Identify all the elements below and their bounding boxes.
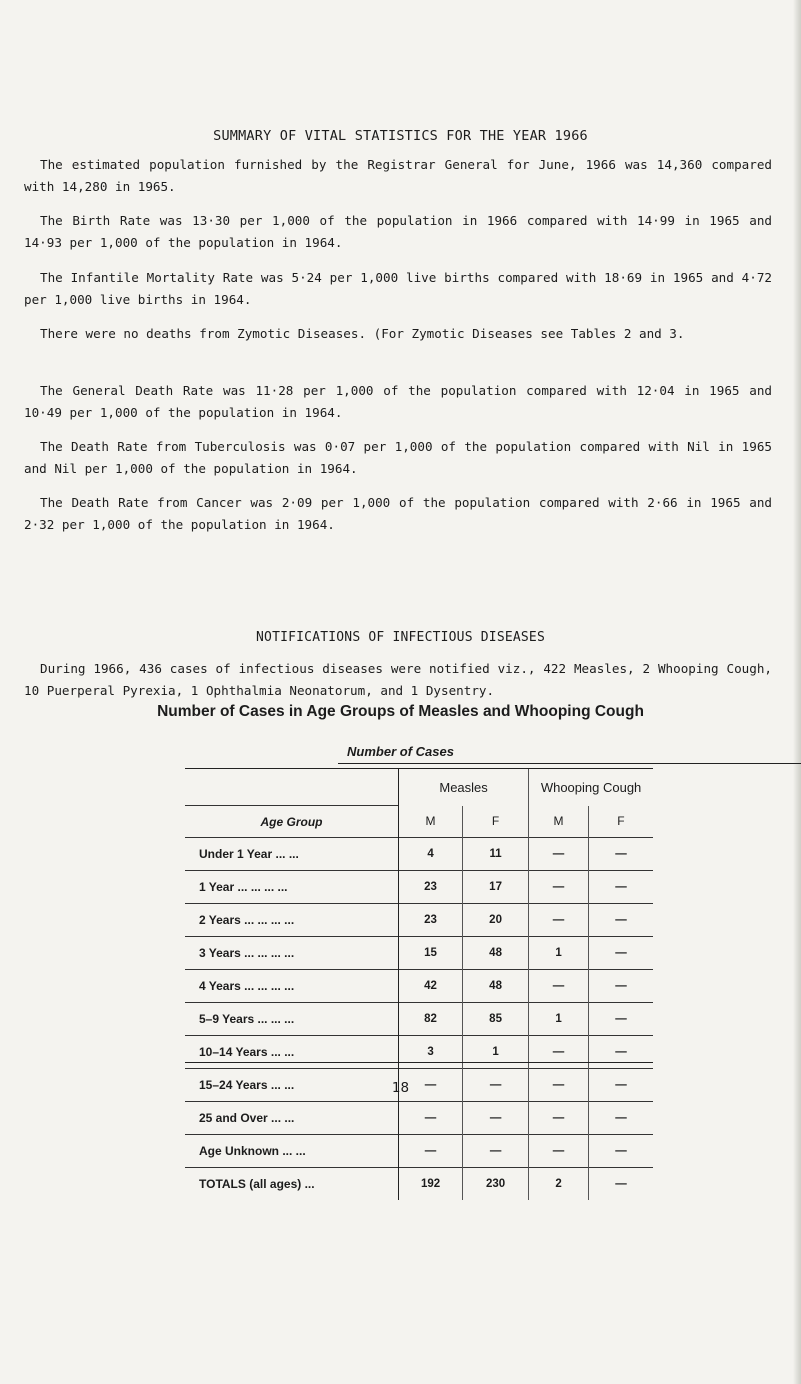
whooping-m-cell: — — [529, 1036, 589, 1069]
age-group-cell: 2 Years ... ... ... ... — [185, 904, 399, 937]
whooping-m-cell: — — [529, 1102, 589, 1135]
age-group-cell: 15–24 Years ... ... — [185, 1069, 399, 1102]
page-edge-shadow — [793, 0, 801, 1384]
whooping-f-cell: — — [588, 1135, 653, 1168]
measles-f-cell: 20 — [463, 904, 529, 937]
paragraph-tuberculosis: The Death Rate from Tuberculosis was 0·07 per 1,000 of the population compared with Nil in 1965 and Nil per 1,000 of the population in 1964. — [24, 439, 772, 476]
measles-m-cell: 42 — [399, 970, 463, 1003]
whooping-cough-header: Whooping Cough — [529, 769, 653, 806]
whooping-m-cell: — — [529, 838, 589, 871]
whooping-m-cell: — — [529, 1135, 589, 1168]
measles-m-cell: 23 — [399, 904, 463, 937]
whooping-m-cell: — — [529, 970, 589, 1003]
table-row — [185, 937, 653, 970]
measles-m-header: M — [425, 814, 436, 829]
paragraph-general-death-rate: The General Death Rate was 11·28 per 1,000 of the population compared with 12·04 in 1965 and 10·49 per 1,000 of the population in 1964. — [24, 383, 772, 420]
totals-row — [185, 1168, 653, 1201]
whooping-m-cell: — — [529, 871, 589, 904]
measles-m-cell: — — [399, 1102, 463, 1135]
summary-title: SUMMARY OF VITAL STATISTICS FOR THE YEAR 1966 — [213, 128, 588, 144]
whooping-f-cell: — — [588, 937, 653, 970]
whooping-m-header: M — [529, 806, 589, 838]
table-bottom-rule — [185, 1062, 653, 1063]
age-group-cell: 4 Years ... ... ... ... — [185, 970, 399, 1003]
paragraph-birth-rate: The Birth Rate was 13·30 per 1,000 of the population in 1966 compared with 14·99 in 1965 and 14·93 per 1,000 of the population in 1964. — [24, 213, 772, 250]
number-of-cases-header: Number of Cases — [347, 744, 454, 759]
measles-m-cell: — — [399, 1135, 463, 1168]
whooping-m-cell: — — [529, 1069, 589, 1102]
measles-m-cell: — — [399, 1069, 463, 1102]
whooping-m-cell: — — [529, 904, 589, 937]
age-header-blank — [185, 769, 399, 806]
measles-f-cell: 11 — [463, 838, 529, 871]
page-number: 18 — [391, 1080, 410, 1096]
measles-f-cell: — — [463, 1102, 529, 1135]
cases-table — [185, 769, 653, 1200]
age-group-cell: 25 and Over ... ... — [185, 1102, 399, 1135]
age-group-cell: 10–14 Years ... ... — [185, 1036, 399, 1069]
whooping-m-cell: 1 — [529, 1003, 589, 1036]
measles-m-cell: 23 — [399, 871, 463, 904]
measles-f-cell: — — [463, 1135, 529, 1168]
measles-f-cell: 48 — [463, 937, 529, 970]
whooping-f-cell: — — [588, 1102, 653, 1135]
table-body — [185, 838, 653, 1168]
age-group-cell: 1 Year ... ... ... ... — [185, 871, 399, 904]
header-rule — [338, 763, 801, 764]
measles-m-cell: 82 — [399, 1003, 463, 1036]
table-group-header-row — [185, 769, 653, 806]
paragraph-zymotic: There were no deaths from Zymotic Diseases. (For Zymotic Diseases see Tables 2 and 3. — [40, 326, 685, 341]
notifications-paragraph: During 1966, 436 cases of infectious diseases were notified viz., 422 Measles, 2 Whooping Cough, 10 Puerperal Pyrexia, 1 Ophthalmia Neonatorum, and 1 Dysentry. — [24, 661, 772, 698]
measles-f-cell: 1 — [463, 1036, 529, 1069]
age-group-cell: 5–9 Years ... ... ... — [185, 1003, 399, 1036]
whooping-f-cell: — — [588, 1003, 653, 1036]
paragraph-infantile-mortality: The Infantile Mortality Rate was 5·24 per 1,000 live births compared with 18·69 in 1965 and 4·72 per 1,000 live births in 1964. — [24, 270, 772, 307]
whooping-f-cell: — — [588, 1069, 653, 1102]
measles-m-cell: 15 — [399, 937, 463, 970]
whooping-f-cell: — — [588, 838, 653, 871]
totals-whooping-f: — — [588, 1168, 653, 1201]
measles-f-cell: 17 — [463, 871, 529, 904]
age-group-cell: Under 1 Year ... ... — [185, 838, 399, 871]
measles-f-cell: — — [463, 1069, 529, 1102]
paragraph-population: The estimated population furnished by the Registrar General for June, 1966 was 14,360 compared with 14,280 in 1965. — [24, 157, 772, 194]
age-group-header: Age Group — [185, 806, 399, 838]
table-row — [185, 871, 653, 904]
totals-whooping-m: 2 — [529, 1168, 589, 1201]
measles-m-cell: 3 — [399, 1036, 463, 1069]
measles-f-cell: 48 — [463, 970, 529, 1003]
table-caption: Number of Cases in Age Groups of Measles and Whooping Cough — [157, 703, 644, 720]
age-group-cell: 3 Years ... ... ... ... — [185, 937, 399, 970]
whooping-f-header: F — [588, 806, 653, 838]
totals-measles-f: 230 — [463, 1168, 529, 1201]
whooping-f-cell: — — [588, 1036, 653, 1069]
totals-measles-m: 192 — [399, 1168, 463, 1201]
table-row — [185, 1003, 653, 1036]
measles-header: Measles — [439, 779, 488, 795]
table-row — [185, 1135, 653, 1168]
measles-m-cell: 4 — [399, 838, 463, 871]
table-sub-header-row — [185, 806, 653, 838]
table-row — [185, 1102, 653, 1135]
measles-f-cell: 85 — [463, 1003, 529, 1036]
table-row — [185, 970, 653, 1003]
measles-f-header: F — [463, 806, 529, 838]
totals-label: TOTALS (all ages) ... — [185, 1168, 399, 1201]
table-row — [185, 1036, 653, 1069]
whooping-m-cell: 1 — [529, 937, 589, 970]
table-row — [185, 904, 653, 937]
whooping-f-cell: — — [588, 970, 653, 1003]
notifications-heading: NOTIFICATIONS OF INFECTIOUS DISEASES — [256, 630, 545, 645]
age-group-cell: Age Unknown ... ... — [185, 1135, 399, 1168]
whooping-f-cell: — — [588, 904, 653, 937]
table-row — [185, 838, 653, 871]
paragraph-cancer: The Death Rate from Cancer was 2·09 per 1,000 of the population compared with 2·66 in 1965 and 2·32 per 1,000 of the population in 1964. — [24, 495, 772, 532]
whooping-f-cell: — — [588, 871, 653, 904]
